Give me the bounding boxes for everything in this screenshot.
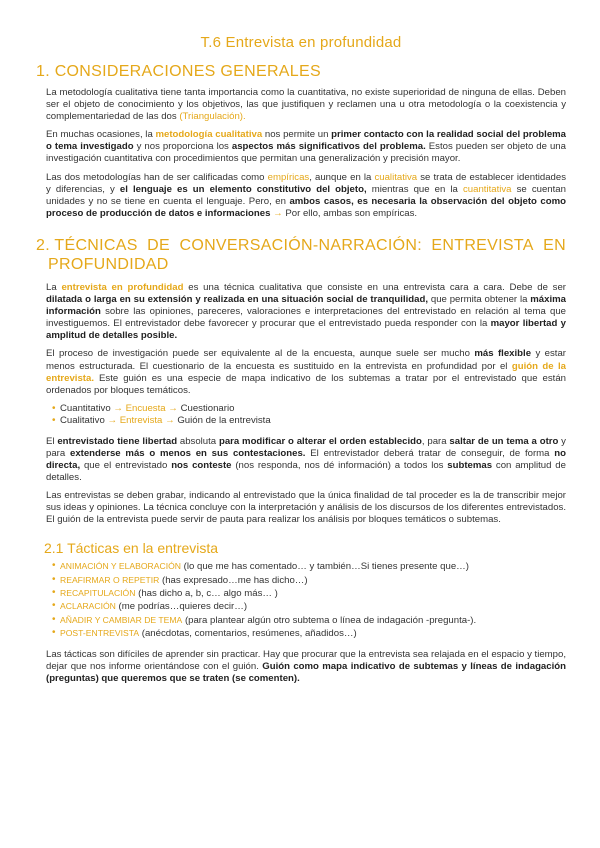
bold-text: aspectos más significativos del problema. xyxy=(231,141,426,153)
bold-text: mayor libertad y amplitud de detalles posible. xyxy=(46,318,566,342)
text: Estos pueden ser objeto de una investigación cuantitativa con procedimientos que permitan una generalización y precisión mayor. xyxy=(46,141,566,165)
text: (lo que me has comentado… y también…Si tienes presente que…) xyxy=(183,561,469,573)
tactic-label: ACLARACIÓN xyxy=(60,601,116,612)
text: (para plantear algún otro subtema o línea de indagación -pregunta-). xyxy=(184,614,477,626)
tactic-label: RECAPITULACIÓN xyxy=(60,588,136,599)
list-item xyxy=(52,587,566,600)
section-2-heading xyxy=(36,236,566,274)
text: es una técnica cualitativa que consiste en una entrevista cara a cara. Debe de ser xyxy=(188,281,567,293)
s1-paragraph-2 xyxy=(46,129,566,165)
heading-word: 2. TÉCNICAS xyxy=(36,236,138,254)
text: Por ello, ambas son empíricas. xyxy=(285,207,418,219)
text: (has dicho a, b, c… algo más… ) xyxy=(138,588,278,600)
s2-paragraph-2 xyxy=(46,348,566,396)
arrow-icon: → xyxy=(273,207,283,219)
highlight: entrevista en profundidad xyxy=(61,281,184,293)
list-item xyxy=(52,627,566,640)
text: con amplitud de detalles. xyxy=(46,459,566,483)
text: que permita obtener la xyxy=(430,294,528,306)
heading-word: EN xyxy=(543,236,566,254)
highlight: cualitativa xyxy=(374,171,418,183)
bold-text: dilatada o larga en su extensión y realizada en una situación social de tranquilidad, xyxy=(46,294,428,306)
arrow-icon: → xyxy=(165,415,175,427)
text: se cuentan unidades y no se tiene en cuenta el lenguaje. Pero, en xyxy=(46,183,566,207)
text: El entrevistador deberá tratar de conseguir, de forma xyxy=(310,447,550,459)
text: Cuestionario xyxy=(180,402,235,414)
bold-text: máxima información xyxy=(46,294,567,318)
text: Cualitativo xyxy=(60,415,105,427)
bold-text: saltar de un tema a otro xyxy=(449,435,559,447)
text: , aunque en la xyxy=(309,171,372,183)
method-list xyxy=(52,403,566,428)
list-item xyxy=(52,614,566,627)
document-title: T.6 Entrevista en profundidad xyxy=(200,34,402,51)
text: y nos proporciona los xyxy=(136,141,229,153)
list-item xyxy=(52,415,566,427)
text: mientras que en la xyxy=(371,183,458,195)
list-item xyxy=(52,560,566,573)
highlight: cuantitativa xyxy=(462,183,512,195)
heading-word: DE xyxy=(147,236,170,254)
text: sobre las opiniones, pareceres, valoraciones e interpretaciones del entrevistado en relación al tema que investiguemos. El entrevistador debe favorecer y procurar que el entrevistado pueda responder con la xyxy=(46,306,566,330)
bold-text: primer contacto con la realidad social del problema o tema investigado xyxy=(46,129,567,153)
bold-text: más flexible xyxy=(474,348,532,360)
text: El proceso de investigación puede ser equivalente al de la encuesta, aunque suele ser mucho xyxy=(46,348,470,360)
text: La xyxy=(46,281,57,293)
bold-text: para modificar o alterar el orden establecido xyxy=(218,435,422,447)
highlight: Encuesta xyxy=(125,402,166,414)
bold-text: el lenguaje es un elemento constitutivo del objeto, xyxy=(119,183,367,195)
text: Las dos metodologías han de ser calificadas como xyxy=(46,171,265,183)
bold-text: nos conteste xyxy=(171,459,232,471)
tactic-label: REAFIRMAR O REPETIR xyxy=(60,574,160,585)
heading-line-1 xyxy=(36,236,566,255)
highlight: metodología cualitativa xyxy=(155,129,263,141)
tactics-list xyxy=(52,560,566,640)
heading-line-2: PROFUNDIDAD xyxy=(48,255,169,273)
highlight: empíricas xyxy=(267,171,310,183)
highlight: guión de la entrevista. xyxy=(46,360,566,384)
heading-word: ENTREVISTA xyxy=(431,236,534,254)
text: nos permite un xyxy=(264,129,329,141)
triangulacion-highlight: (Triangulación). xyxy=(179,111,246,123)
text: El xyxy=(46,435,55,447)
bold-text: extenderse más o menos en sus contestaciones. xyxy=(69,447,306,459)
s2-paragraph-3 xyxy=(46,436,566,484)
text: (has expresado…me has dicho…) xyxy=(162,574,308,586)
text: (me podrías…quieres decir…) xyxy=(118,601,248,613)
bold-text: Guión como mapa indicativo de subtemas y líneas de indagación (preguntas) que queremos que se traten (se comenten). xyxy=(46,660,566,684)
bold-text: ambos casos, es necesaria la observación del objeto como proceso de producción de datos e informaciones xyxy=(46,195,566,219)
text: y para xyxy=(46,435,566,459)
text: , para xyxy=(421,435,447,447)
tactic-label: ANIMACIÓN Y ELABORACIÓN xyxy=(60,561,181,572)
highlight: Entrevista xyxy=(119,415,163,427)
arrow-icon: → xyxy=(107,415,118,427)
heading-word: CONVERSACIÓN-NARRACIÓN: xyxy=(179,236,422,254)
text: Este guión es una especie de mapa indicativo de los subtemas a tratar por el entrevistado que están ordenados por bloques temáticos. xyxy=(46,372,566,396)
s1-paragraph-3 xyxy=(46,172,566,220)
arrow-icon: → xyxy=(113,402,123,414)
text: (anécdotas, comentarios, resúmenes, añadidos…) xyxy=(141,628,357,640)
s21-paragraph-1 xyxy=(46,649,566,685)
list-item xyxy=(52,574,566,587)
text: La metodología cualitativa tiene tanta importancia como la cuantitativa, no existe superioridad de ninguna de ellas. Deben ser el objeto de conocimiento y los objetivos, las que justifiquen y reclamen una u otra metodología o la coexistencia y complementariedad de las dos xyxy=(46,87,566,123)
tactic-label: POST-ENTREVISTA xyxy=(60,628,140,639)
arrow-icon: → xyxy=(168,402,178,414)
text: y estar menos estructurada. El cuestionario de la encuesta es sustituido en la entrevista en profundidad por el xyxy=(46,348,566,372)
text: Las tácticas son difíciles de aprender sin practicar. Hay que procurar que la entrevista sea relajada en el espacio y tiempo, dejar que nos informe orientándose con el guión. xyxy=(46,648,566,672)
s1-paragraph-1 xyxy=(46,87,566,123)
text: que el entrevistado xyxy=(83,459,168,471)
section-1-heading: 1. CONSIDERACIONES GENERALES xyxy=(36,63,321,80)
text: En muchas ocasiones, la xyxy=(46,129,153,141)
text: absoluta xyxy=(179,435,217,447)
bold-text: no directa, xyxy=(46,447,567,471)
text: Guión de la entrevista xyxy=(177,415,271,427)
bold-text: subtemas xyxy=(447,459,493,471)
text: se trata de establecer identidades y diferencias, y xyxy=(46,171,566,195)
tactic-label: AÑADIR Y CAMBIAR DE TEMA xyxy=(60,614,183,625)
section-2-1-heading: 2.1 Tácticas en la entrevista xyxy=(44,540,219,557)
s2-paragraph-1 xyxy=(46,282,566,342)
text: (nos responda, nos dé información) a todos los xyxy=(235,459,444,471)
list-item xyxy=(52,600,566,613)
list-item xyxy=(52,403,566,415)
text: Cuantitativo xyxy=(60,402,111,414)
bold-text: entrevistado tiene libertad xyxy=(57,435,178,447)
s2-paragraph-4: Las entrevistas se deben grabar, indicando al entrevistado que la única finalidad de tal proceder es la de transcribir mejor sus ideas y opiniones. La técnica concluye con la interpretación y análisis de los discursos de los diferentes entrevistados. El guión de la entrevista puede servir de pauta para realizar los análisis por bloques temáticos o subtemas. xyxy=(46,489,566,526)
